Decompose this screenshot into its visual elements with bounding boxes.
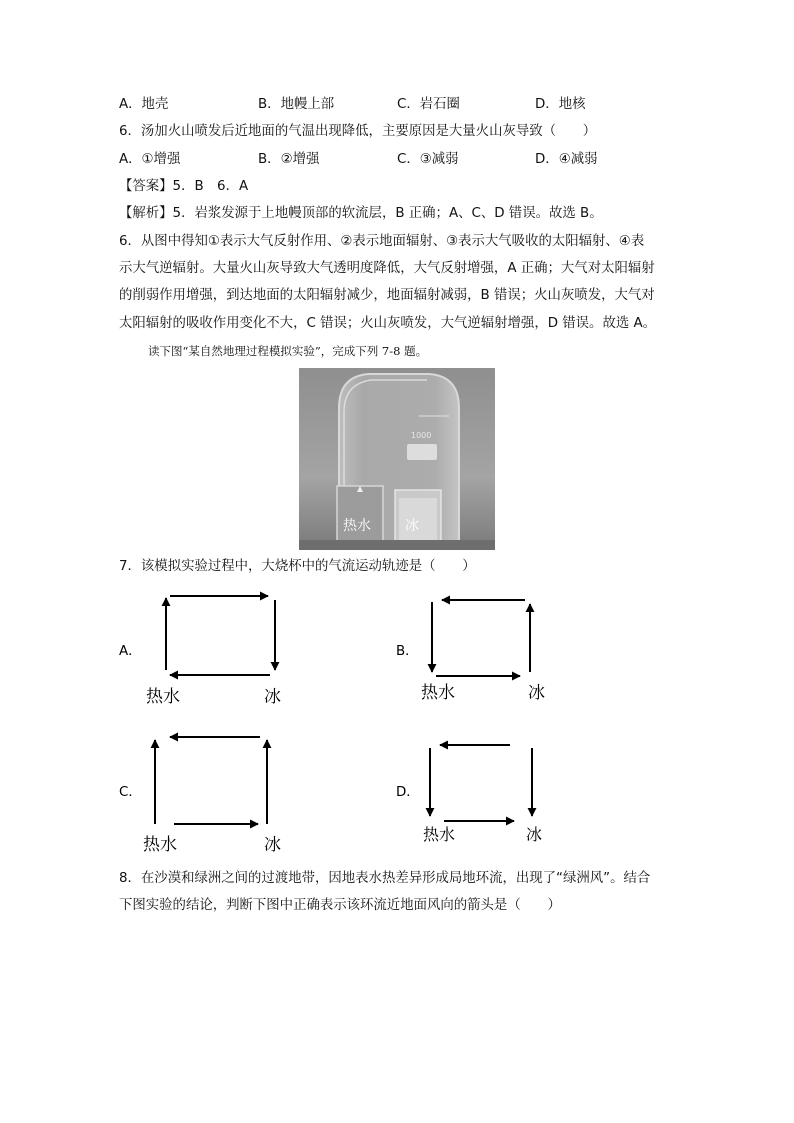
analysis-line-2: 6．从图中得知①表示大气反射作用、②表示地面辐射、③表示大气吸收的太阳辐射、④表 <box>119 234 645 249</box>
diagram-b-ice: 冰 <box>528 683 545 703</box>
diagram-d-ice: 冰 <box>526 825 543 844</box>
photo-label-ice: 冰 <box>405 518 419 534</box>
diagram-a-ice: 冰 <box>264 687 281 707</box>
question-6-stem: 6．汤加火山喷发后近地面的气温出现降低，主要原因是大量火山灰导致（ ） <box>119 124 597 139</box>
analysis-line-3: 示大气逆辐射。大量火山灰导致大气透明度降低，大气反射增强，A 正确；大气对太阳辐射 <box>119 261 655 276</box>
diagram-c-letter: C． <box>119 785 142 800</box>
q6-option-a: A．①增强 <box>119 152 181 167</box>
diagram-c-ice: 冰 <box>264 835 281 855</box>
analysis-line-4: 的削弱作用增强，到达地面的太阳辐射减少，地面辐射减弱，B 错误；火山灰喷发，大气对 <box>119 288 655 303</box>
diagram-b-letter: B． <box>396 644 419 659</box>
q6-option-c: C．③减弱 <box>397 152 459 167</box>
diagram-option-a <box>119 596 281 707</box>
experiment-photo <box>299 368 495 550</box>
question-8-line-1: 8．在沙漠和绿洲之间的过渡地带，因地表水热差异形成局地环流，出现了“绿洲风”。结合 <box>119 871 651 886</box>
diagram-c-hot: 热水 <box>143 835 177 855</box>
q6-option-d: D．④减弱 <box>535 152 598 167</box>
question-7-stem: 7．该模拟实验过程中，大烧杯中的气流运动轨迹是（ ） <box>119 559 476 574</box>
option-c: C．岩石圈 <box>397 97 460 112</box>
diagram-option-b <box>396 600 545 703</box>
answer-line: 【答案】5．B 6．A <box>119 179 249 194</box>
intro-7-8: 读下图“某自然地理过程模拟实验”，完成下列 7-8 题。 <box>148 344 428 358</box>
option-d: D．地核 <box>535 97 586 112</box>
diagram-a-hot: 热水 <box>146 687 180 707</box>
diagram-d-letter: D． <box>396 785 420 800</box>
diagram-a-letter: A． <box>119 644 142 659</box>
diagram-option-c <box>119 737 281 855</box>
diagram-d-hot: 热水 <box>423 825 456 844</box>
q7-options-diagram <box>0 580 794 880</box>
photo-label-hot-water: 热水 <box>343 518 371 534</box>
option-a: A．地壳 <box>119 97 169 112</box>
analysis-line-1: 【解析】5．岩浆发源于上地幔顶部的软流层，B 正确；A、C、D 错误。故选 B。 <box>119 206 603 221</box>
diagram-option-d <box>396 745 542 844</box>
q6-option-b: B．②增强 <box>258 152 320 167</box>
question-8-line-2: 下图实验的结论，判断下图中正确表示该环流近地面风向的箭头是（ ） <box>119 898 561 913</box>
beaker-graduation: 1000 <box>411 431 432 440</box>
analysis-line-5: 太阳辐射的吸收作用变化不大，C 错误；火山灰喷发，大气逆辐射增强，D 错误。故选 A。 <box>119 316 657 331</box>
option-b: B．地幔上部 <box>258 97 335 112</box>
diagram-b-hot: 热水 <box>421 683 455 703</box>
